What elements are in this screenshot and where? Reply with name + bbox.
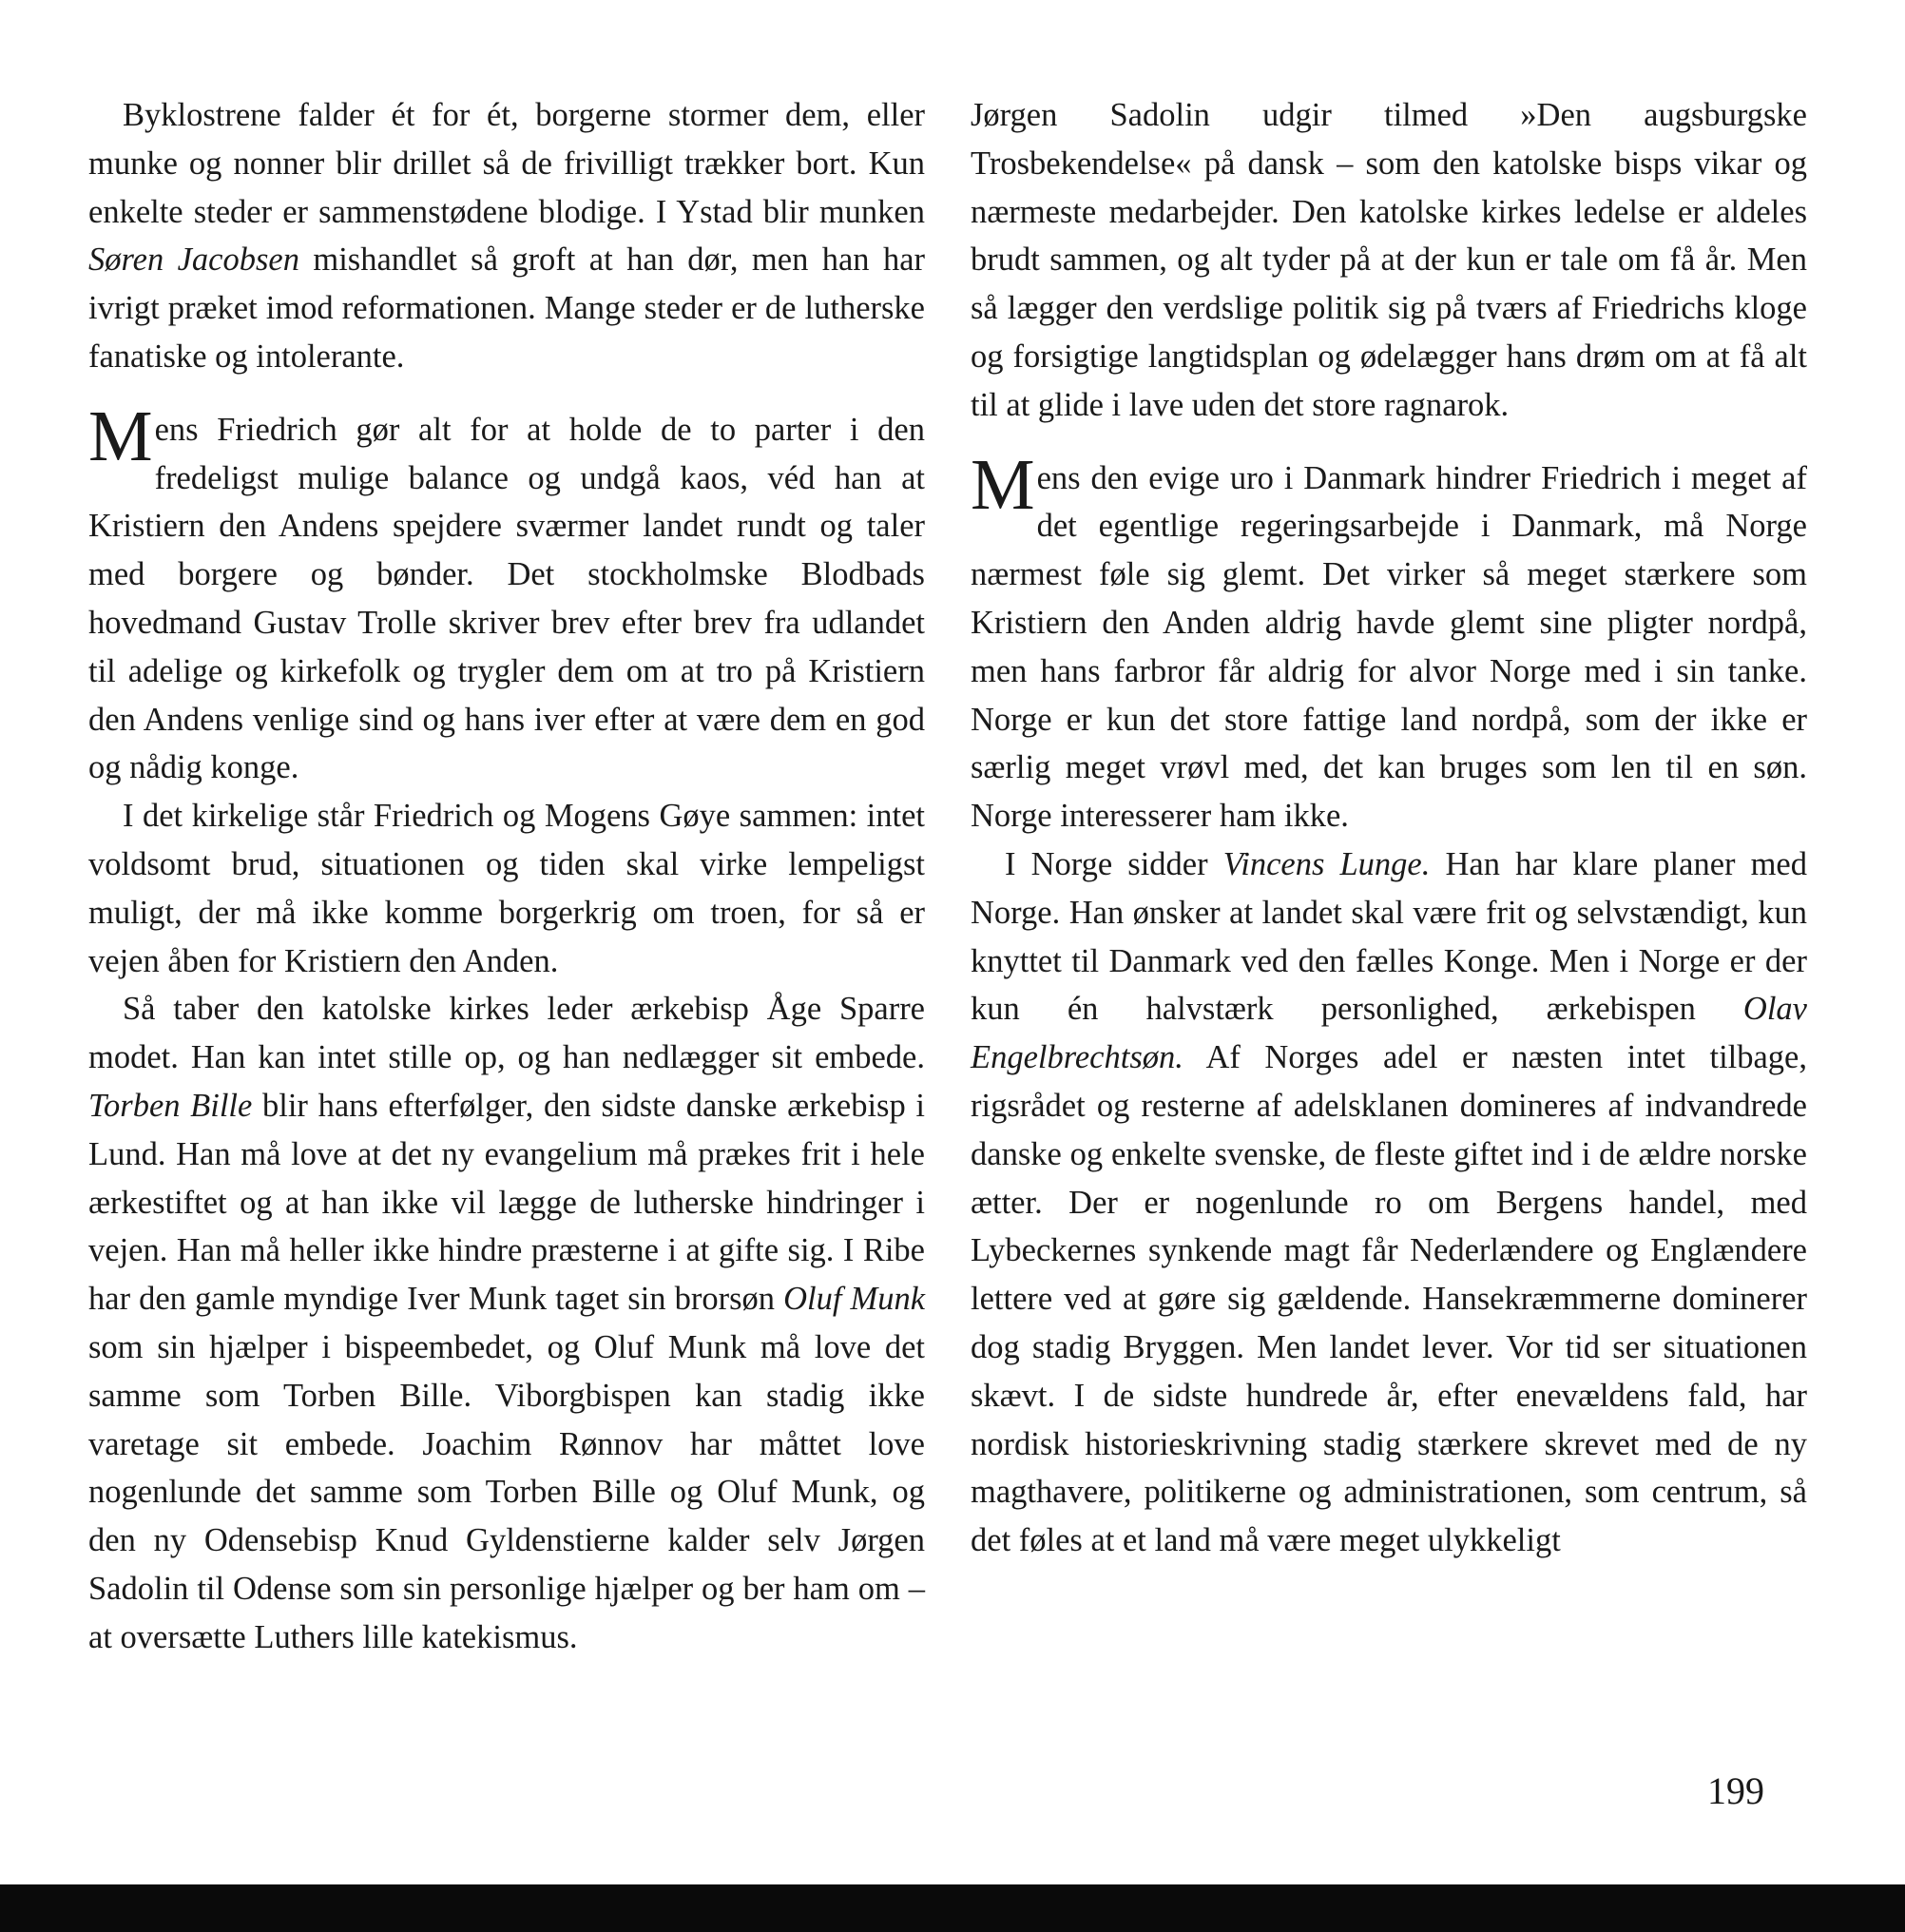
right-column — [971, 91, 1807, 1565]
text-run: Så taber den katolske kirkes leder ærkebisp Åge Sparre modet. Han kan intet stille op, og han nedlægger sit embede. — [88, 991, 925, 1076]
paragraph-norge — [971, 840, 1807, 1565]
drop-cap: M — [88, 396, 153, 476]
page-number: 199 — [1707, 1769, 1764, 1812]
italic-name: Oluf Munk — [783, 1281, 926, 1318]
italic-name: Olav Engelbrechtsøn. — [971, 991, 1807, 1076]
text-run: Af Norges adel er næsten intet tilbage, rigsrådet og resterne af adelsklanen domineres af indvandrede danske og enkelte svenske, de fleste giftet ind i de ældre norske ætter. Der er nogenlunde ro om Bergens handel, med Lybeckernes synkende magt får Nederlændere og Englændere lettere ved at gøre sig gældende. Hansekræmmerne dominerer dog stadig Bryggen. Men landet lever. Vor tid ser situationen skævt. I de sidste hundrede år, efter enevældens fald, har nordisk historieskrivning stadig stærkere skrevet med de ny magthavere, politikerne og administrationen, som centrum, så det føles at et land må være meget ulykkeligt — [971, 1039, 1807, 1559]
italic-name: Søren Jacobsen — [88, 242, 299, 279]
text-run: blir hans efterfølger, den sidste danske ærkebisp i Lund. Han må love at det ny evangelium må prækes frit i hele ærkestiftet og at han ikke vil lægge de lutherske hindringer i vejen. Han må heller ikke hindre præsterne i at gifte sig. I Ribe har den gamle myndige Iver Munk taget sin brorsøn — [88, 1087, 925, 1318]
paragraph-aerkebisp — [88, 985, 925, 1661]
paragraph-byklostrene — [88, 91, 925, 381]
text-run: mishandlet så groft at han dør, men han har ivrigt præket imod reformationen. Mange steder er de lutherske fanatiske og intolerante. — [88, 242, 925, 375]
paragraph-det-kirkelige — [88, 792, 925, 985]
paragraph-mens-uro — [971, 444, 1807, 840]
scan-edge-bar — [0, 1884, 1905, 1932]
text-run: Byklostrene falder ét for ét, borgerne stormer dem, eller munke og nonner blir drillet så de frivilligt trækker bort. Kun enkelte steder er sammenstødene blodige. I Ystad blir munken — [88, 97, 925, 230]
text-run: Han har klare planer med Norge. Han ønsker at landet skal være frit og selvstændigt, kun knyttet til Danmark ved den fælles Konge. Men i Norge er der kun én halvstærk personlighed, ærkebispen — [971, 845, 1807, 1028]
drop-cap: M — [971, 444, 1035, 525]
text-run: I Norge sidder — [1005, 845, 1223, 882]
italic-name: Torben Bille — [88, 1087, 253, 1124]
text-run: I det kirkelige står Friedrich og Mogens Gøye sammen: intet voldsomt brud, situationen og tiden skal virke lempeligst muligt, der må ikke komme borgerkrig om troen, for så er vejen åben for Kristiern den Anden. — [88, 798, 925, 979]
text-run: som sin hjælper i bispeembedet, og Oluf Munk må love det samme som Torben Bille. Viborgbispen kan stadig ikke varetage sit embede. Joachim Rønnov har måttet love nogenlunde det samme som Torben Bille og Oluf Munk, og den ny Odensebisp Knud Gyldenstierne kalder selv Jørgen Sadolin til Odense som sin personlige hjælper og ber ham om – at oversætte Luthers lille katekismus. — [88, 1328, 925, 1655]
paragraph-sadolin — [971, 91, 1807, 430]
text-run: ens den evige uro i Danmark hindrer Friedrich i meget af det egentlige regeringsarbejde i Danmark, må Norge nærmest føle sig glemt. Det virker så meget stærkere som Kristiern den Anden aldrig havde glemt sine pligter nordpå, men hans farbror får aldrig for alvor Norge med i sin tanke. Norge er kun det store fattige land nordpå, som der ikke er særlig meget vrøvl med, det kan bruges som len til en søn. Norge interesserer ham ikke. — [971, 459, 1807, 835]
left-column — [88, 91, 925, 1662]
text-run: Jørgen Sadolin udgir tilmed »Den augsburgske Trosbekendelse« på dansk – som den katolske bisps vikar og nærmeste medarbejder. Den katolske kirkes ledelse er aldeles brudt sammen, og alt tyder på at der kun er tale om få år. Men så lægger den verdslige politik sig på tværs af Friedrichs kloge og forsigtige langtidsplan og ødelægger hans drøm om at få alt til at glide i lave uden det store ragnarok. — [971, 97, 1807, 423]
text-run: ens Friedrich gør alt for at holde de to parter i den fredeligst mulige balance og undgå kaos, véd han at Kristiern den Andens spejdere sværmer landet rundt og taler med borgere og bønder. Det stockholmske Blodbads hovedmand Gustav Trolle skriver brev efter brev fra udlandet til adelige og kirkefolk og trygler dem om at tro på Kristiern den Andens venlige sind og hans iver efter at være dem en god og nådig konge. — [88, 411, 925, 786]
italic-name: Vincens Lunge. — [1222, 845, 1431, 882]
paragraph-mens-friedrich — [88, 396, 925, 792]
